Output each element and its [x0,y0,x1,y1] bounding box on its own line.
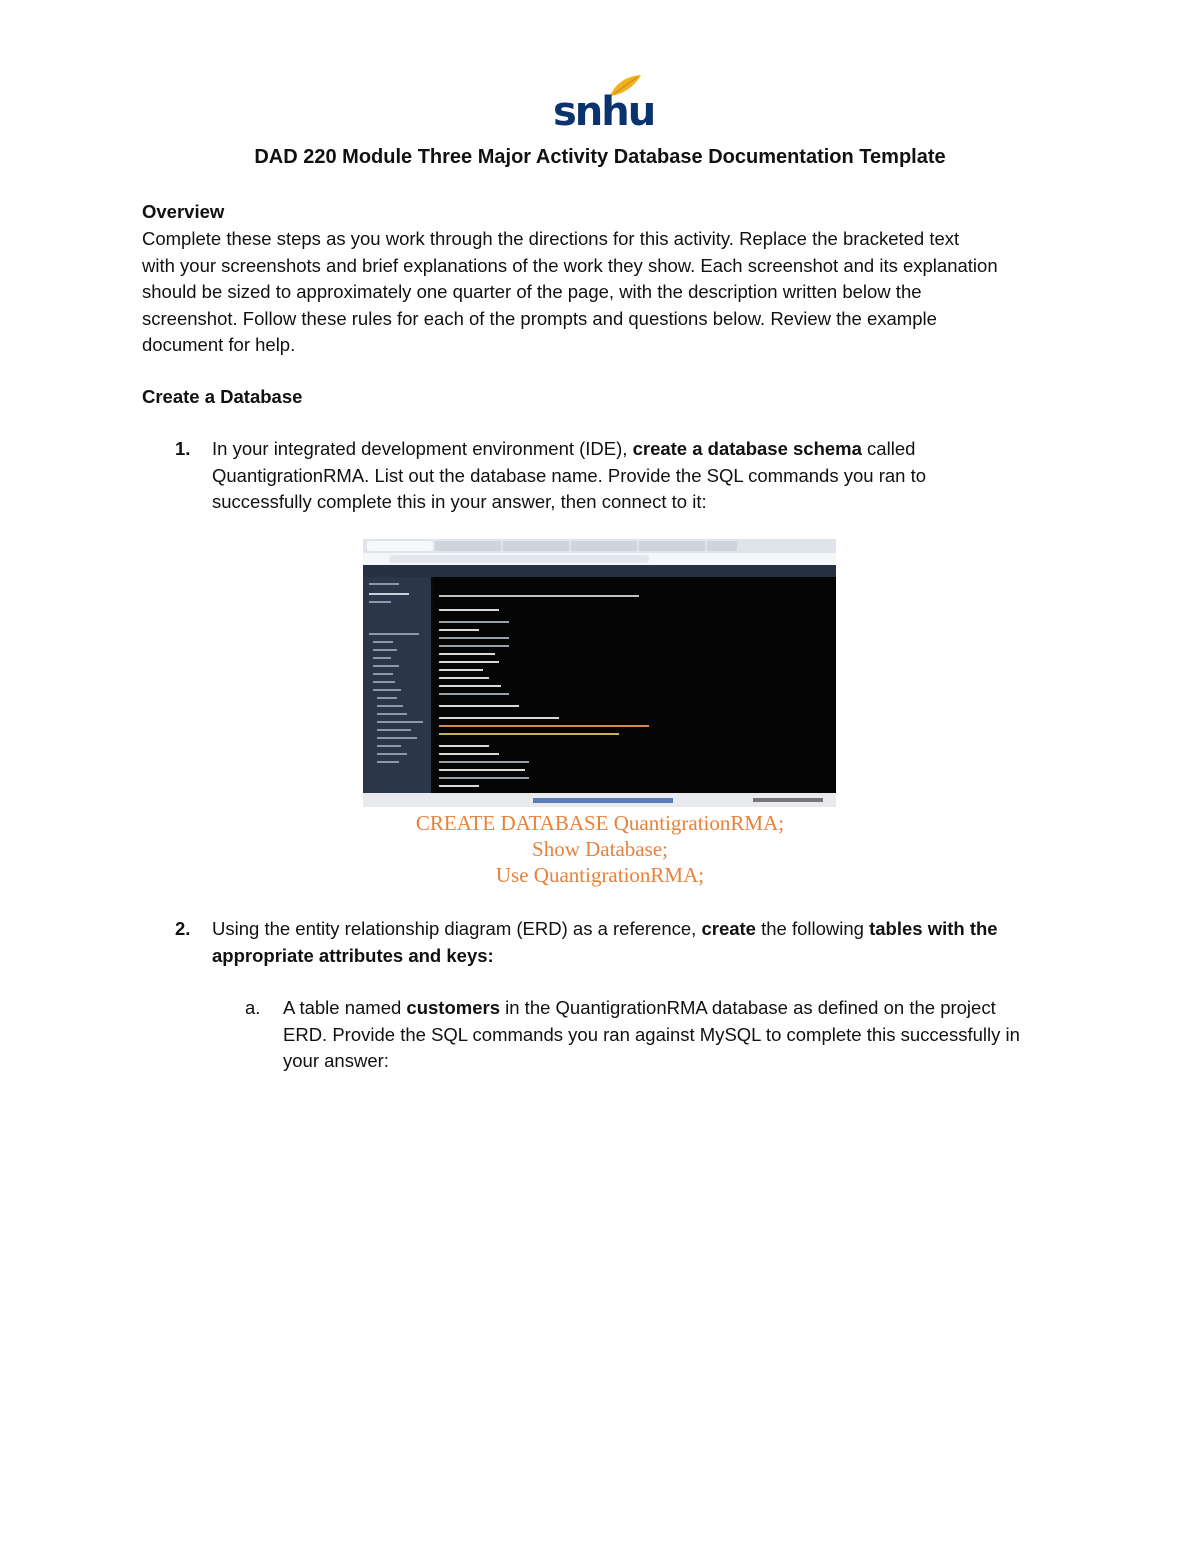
item-2a-text [283,995,1073,1075]
document-title: DAD 220 Module Three Major Activity Database Documentation Template [254,146,946,168]
ide-screenshot [363,539,836,807]
item-1-text [212,436,1072,516]
item-1-line-part: In your integrated development environment (IDE), [212,438,633,459]
ide-sidebar [363,577,431,793]
item-1-line: QuantigrationRMA. List out the database name. Provide the SQL commands you ran to [212,464,927,486]
overview-line: should be sized to approximately one quarter of the page, with the description written below the [142,281,922,303]
item-1-bold: create a database schema [632,438,862,459]
create-database-heading: Create a Database [142,386,303,407]
snhu-logo [553,74,655,136]
item-2-line-part: the following [755,918,870,939]
item-2-text [212,916,1072,969]
os-taskbar [363,793,836,807]
logo-wordmark: snhu [553,89,655,135]
overview-line: Complete these steps as you work through the directions for this activity. Replace the bracketed text [142,228,960,249]
terminal-output [433,577,836,793]
overview-line: document for help. [142,334,296,356]
item-2a-line-part: A table named [283,997,407,1018]
sql-command-line: Show Database; [532,837,668,861]
item-2a-line-part: in the QuantigrationRMA database as defined on the project [500,997,996,1018]
overview-line: with your screenshots and brief explanations of the work they show. Each screenshot and its explanation [142,254,998,276]
browser-tabs [363,539,836,553]
sql-command-line: CREATE DATABASE QuantigrationRMA; [415,811,785,835]
overview-heading: Overview [142,201,225,222]
item-2a-line: ERD. Provide the SQL commands you ran against MySQL to complete this successfully in [283,1023,1020,1045]
item-number: 2. [175,918,191,939]
item-1-line: successfully complete this in your answer, then connect to it: [212,491,707,513]
item-2-line-part: Using the entity relationship diagram (ERD) as a reference, [212,918,702,939]
item-2-bold: tables with the [869,918,998,939]
item-2-bold: create [701,918,756,939]
overview-line: screenshot. Follow these rules for each of the prompts and questions below. Review the example [142,307,937,329]
ide-toolbar [363,565,836,577]
item-2-line: appropriate attributes and keys: [212,944,494,966]
item-2a-bold: customers [406,997,500,1018]
sql-command-line: Use QuantigrationRMA; [495,863,705,887]
overview-paragraph [142,226,1072,359]
item-1-line-part: called [861,438,916,459]
item-letter: a. [245,997,261,1018]
item-2a-line: your answer: [283,1050,389,1072]
item-number: 1. [175,438,191,459]
